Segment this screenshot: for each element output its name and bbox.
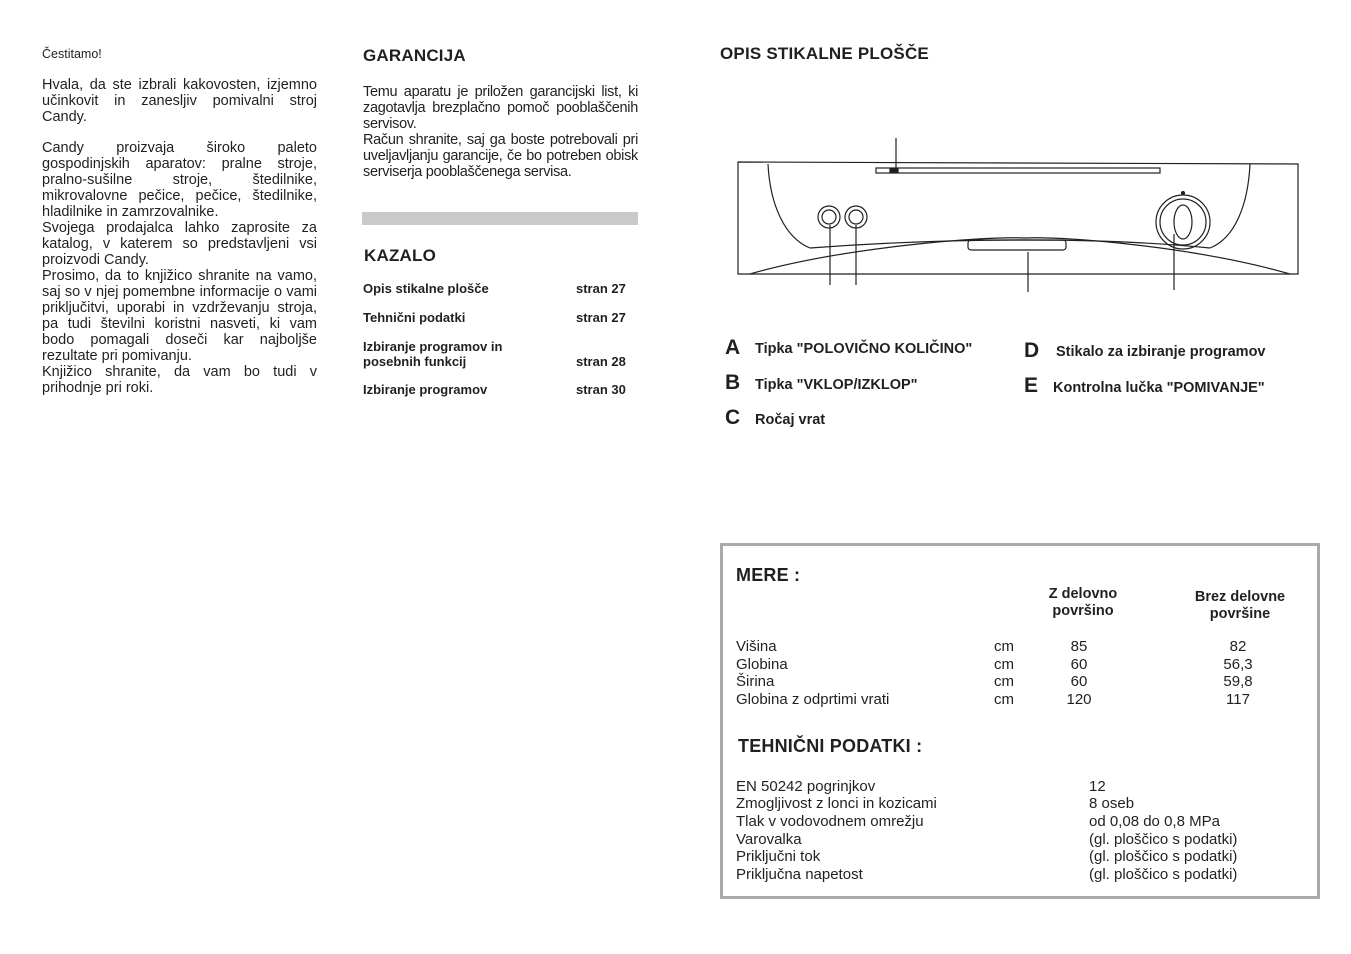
legend-text: Tipka "VKLOP/IZKLOP" xyxy=(755,377,918,393)
dimension-label: Širina xyxy=(736,673,775,690)
tech-value: od 0,08 do 0,8 MPa xyxy=(1089,813,1220,830)
toc-label: Tehnični podatki xyxy=(363,310,466,325)
intro-paragraph: Candy proizvaja široko paleto gospodinjskih aparatov: pralne stroje, pralno-sušilne stroje, štedilnike, mikrovalovne pečice, pečice, štedilnike, hladilnike in zamrzovalnike. xyxy=(42,140,317,220)
intro-column xyxy=(42,46,317,396)
dimension-with: 120 xyxy=(1066,691,1092,708)
control-panel-diagram xyxy=(730,130,1305,295)
legend-text: Tipka "POLOVIČNO KOLIČINO" xyxy=(755,341,973,357)
control-panel-title: OPIS STIKALNE PLOŠČE xyxy=(720,44,929,63)
tech-label: Tlak v vodovodnem omrežju xyxy=(736,813,924,830)
dimension-with: 60 xyxy=(1070,656,1088,673)
dimension-label: Višina xyxy=(736,638,777,655)
dimension-unit: cm xyxy=(994,691,1014,708)
dimension-label: Globina z odprtimi vrati xyxy=(736,691,890,708)
dimension-unit: cm xyxy=(994,656,1014,673)
warranty-section xyxy=(363,46,638,180)
dimension-without: 82 xyxy=(1229,638,1247,655)
tech-label: Varovalka xyxy=(736,831,802,848)
toc-label: Izbiranje programov xyxy=(363,382,488,397)
dimension-without: 59,8 xyxy=(1223,673,1253,690)
toc-label: Opis stikalne plošče xyxy=(363,281,489,296)
legend-text: Ročaj vrat xyxy=(755,412,826,428)
tech-value: (gl. ploščico s podatki) xyxy=(1089,848,1238,865)
specifications-box xyxy=(720,543,1320,899)
dimensions-title: MERE : xyxy=(736,565,801,585)
technical-data-title: TEHNIČNI PODATKI : xyxy=(738,736,923,756)
toc-row xyxy=(363,281,635,296)
dimension-unit: cm xyxy=(994,638,1014,655)
warranty-title: GARANCIJA xyxy=(363,46,466,65)
toc-row xyxy=(363,339,635,369)
toc-row xyxy=(363,382,635,397)
dimension-with: 60 xyxy=(1070,673,1088,690)
warranty-paragraph: Temu aparatu je priložen garancijski list, ki zagotavlja brezplačno pomoč pooblaščenih servisov. xyxy=(363,84,638,132)
toc-page: stran 28 xyxy=(576,354,626,369)
dimension-label: Globina xyxy=(736,656,788,673)
legend-letter: A xyxy=(725,336,741,359)
intro-paragraph: Knjižico shranite, da vam bo tudi v prihodnje pri roki. xyxy=(42,364,317,396)
tech-value: (gl. ploščico s podatki) xyxy=(1089,866,1238,883)
tech-value: 8 oseb xyxy=(1089,795,1135,812)
greeting: Čestitamo! xyxy=(42,47,102,61)
warranty-paragraph: Račun shranite, saj ga boste potrebovali pri uveljavljanju garancije, če bo potreben obisk serviserja pooblaščenega servisa. xyxy=(363,132,638,180)
legend-letter: B xyxy=(725,371,741,394)
dimension-without: 117 xyxy=(1226,691,1250,708)
intro-paragraph: Prosimo, da to knjižico shranite na vamo, saj so v njej pomembne informacije o vami priključitvi, uporabi in vzdrževanju stroja, pa tudi številni koristni nasveti, ki vam bodo pomagali doseči kar najboljše rezultate pri pomivanju. xyxy=(42,268,317,364)
toc-page: stran 27 xyxy=(576,281,626,296)
contents-title: KAZALO xyxy=(364,246,437,265)
tech-label: EN 50242 pogrinjkov xyxy=(736,778,876,795)
toc-page: stran 30 xyxy=(576,382,626,397)
legend-letter: E xyxy=(1024,374,1039,397)
tech-value: (gl. ploščico s podatki) xyxy=(1089,831,1238,848)
tech-label: Priključni tok xyxy=(736,848,821,865)
dimension-with: 85 xyxy=(1070,638,1088,655)
toc-page: stran 27 xyxy=(576,310,626,325)
legend-letter: D xyxy=(1024,339,1040,362)
dimension-unit: cm xyxy=(994,673,1014,690)
tech-label: Zmogljivost z lonci in kozicami xyxy=(736,795,937,812)
toc-label: Izbiranje programov in posebnih funkcij xyxy=(363,339,503,369)
section-divider xyxy=(362,212,638,225)
legend-text: Stikalo za izbiranje programov xyxy=(1056,344,1266,360)
legend-letter: C xyxy=(725,406,741,429)
column-header-with-worktop: Z delovno površino xyxy=(1048,586,1118,619)
dimension-without: 56,3 xyxy=(1223,656,1253,673)
tech-value: 12 xyxy=(1089,778,1106,795)
legend-text: Kontrolna lučka "POMIVANJE" xyxy=(1053,380,1265,396)
intro-paragraph: Svojega prodajalca lahko zaprosite za katalog, v katerem so predstavljeni vsi proizvodi Candy. xyxy=(42,220,317,268)
tech-label: Priključna napetost xyxy=(736,866,863,883)
toc-row xyxy=(363,310,635,325)
intro-paragraph: Hvala, da ste izbrali kakovosten, izjemno učinkovit in zanesljiv pomivalni stroj Candy. xyxy=(42,77,317,125)
column-header-without-worktop: Brez delovne površine xyxy=(1194,589,1286,622)
